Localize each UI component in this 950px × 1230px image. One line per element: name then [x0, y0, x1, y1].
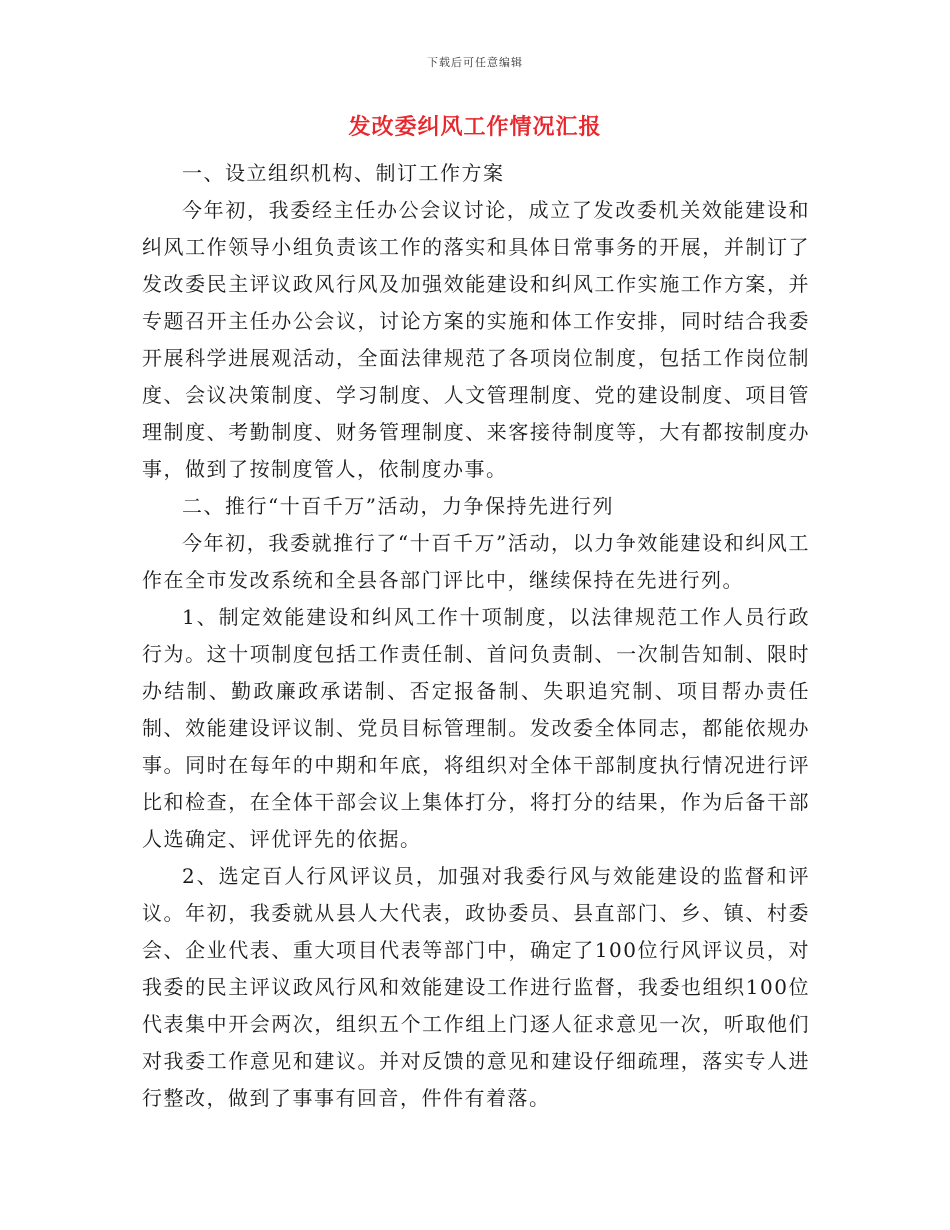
- header-note: 下载后可任意编辑: [427, 56, 523, 69]
- body-paragraph: 1、制定效能建设和纠风工作十项制度，以法律规范工作人员行政行为。这十项制度包括工作责任制、首问负责制、一次制告知制、限时办结制、勤政廉政承诺制、否定报备制、失职追究制、项目帮办责任制、效能建设评议制、党员目标管理制。发改委全体同志，都能依规办事。同时在每年的中期和年底，将组织对全体干部制度执行情况进行评比和检查，在全体干部会议上集体打分，将打分的结果，作为后备干部人选确定、评优评先的依据。: [142, 605, 810, 851]
- body-paragraph: 今年初，我委经主任办公会议讨论，成立了发改委机关效能建设和纠风工作领导小组负责该工作的落实和具体日常事务的开展，并制订了发改委民主评议政风行风及加强效能建设和纠风工作实施工作方案，并专题召开主任办公会议，讨论方案的实施和体工作安排，同时结合我委开展科学进展观活动，全面法律规范了各项岗位制度，包括工作岗位制度、会议决策制度、学习制度、人文管理制度、党的建设制度、项目管理制度、考勤制度、财务管理制度、来客接待制度等，大有都按制度办事，做到了按制度管人，依制度办事。: [142, 198, 810, 481]
- body-paragraph: 今年初，我委就推行了“十百千万”活动，以力争效能建设和纠风工作在全市发改系统和全县各部门评比中，继续保持在先进行列。: [142, 531, 810, 592]
- section-heading-1: 一、设立组织机构、制订工作方案: [182, 161, 505, 185]
- document-body: [142, 155, 810, 1117]
- document-title: 发改委纠风工作情况汇报: [348, 114, 602, 140]
- section-heading-2: 二、推行“十百千万”活动，力争保持先进行列: [182, 494, 614, 518]
- body-paragraph: 2、选定百人行风评议员，加强对我委行风与效能建设的监督和评议。年初，我委就从县人大代表，政协委员、县直部门、乡、镇、村委会、企业代表、重大项目代表等部门中，确定了100位行风评议员，对我委的民主评议政风行风和效能建设工作进行监督，我委也组织100位代表集中开会两次，组织五个工作组上门逐人征求意见一次，听取他们对我委工作意见和建议。并对反馈的意见和建设仔细疏理，落实专人进行整改，做到了事事有回音，件件有着落。: [142, 864, 810, 1110]
